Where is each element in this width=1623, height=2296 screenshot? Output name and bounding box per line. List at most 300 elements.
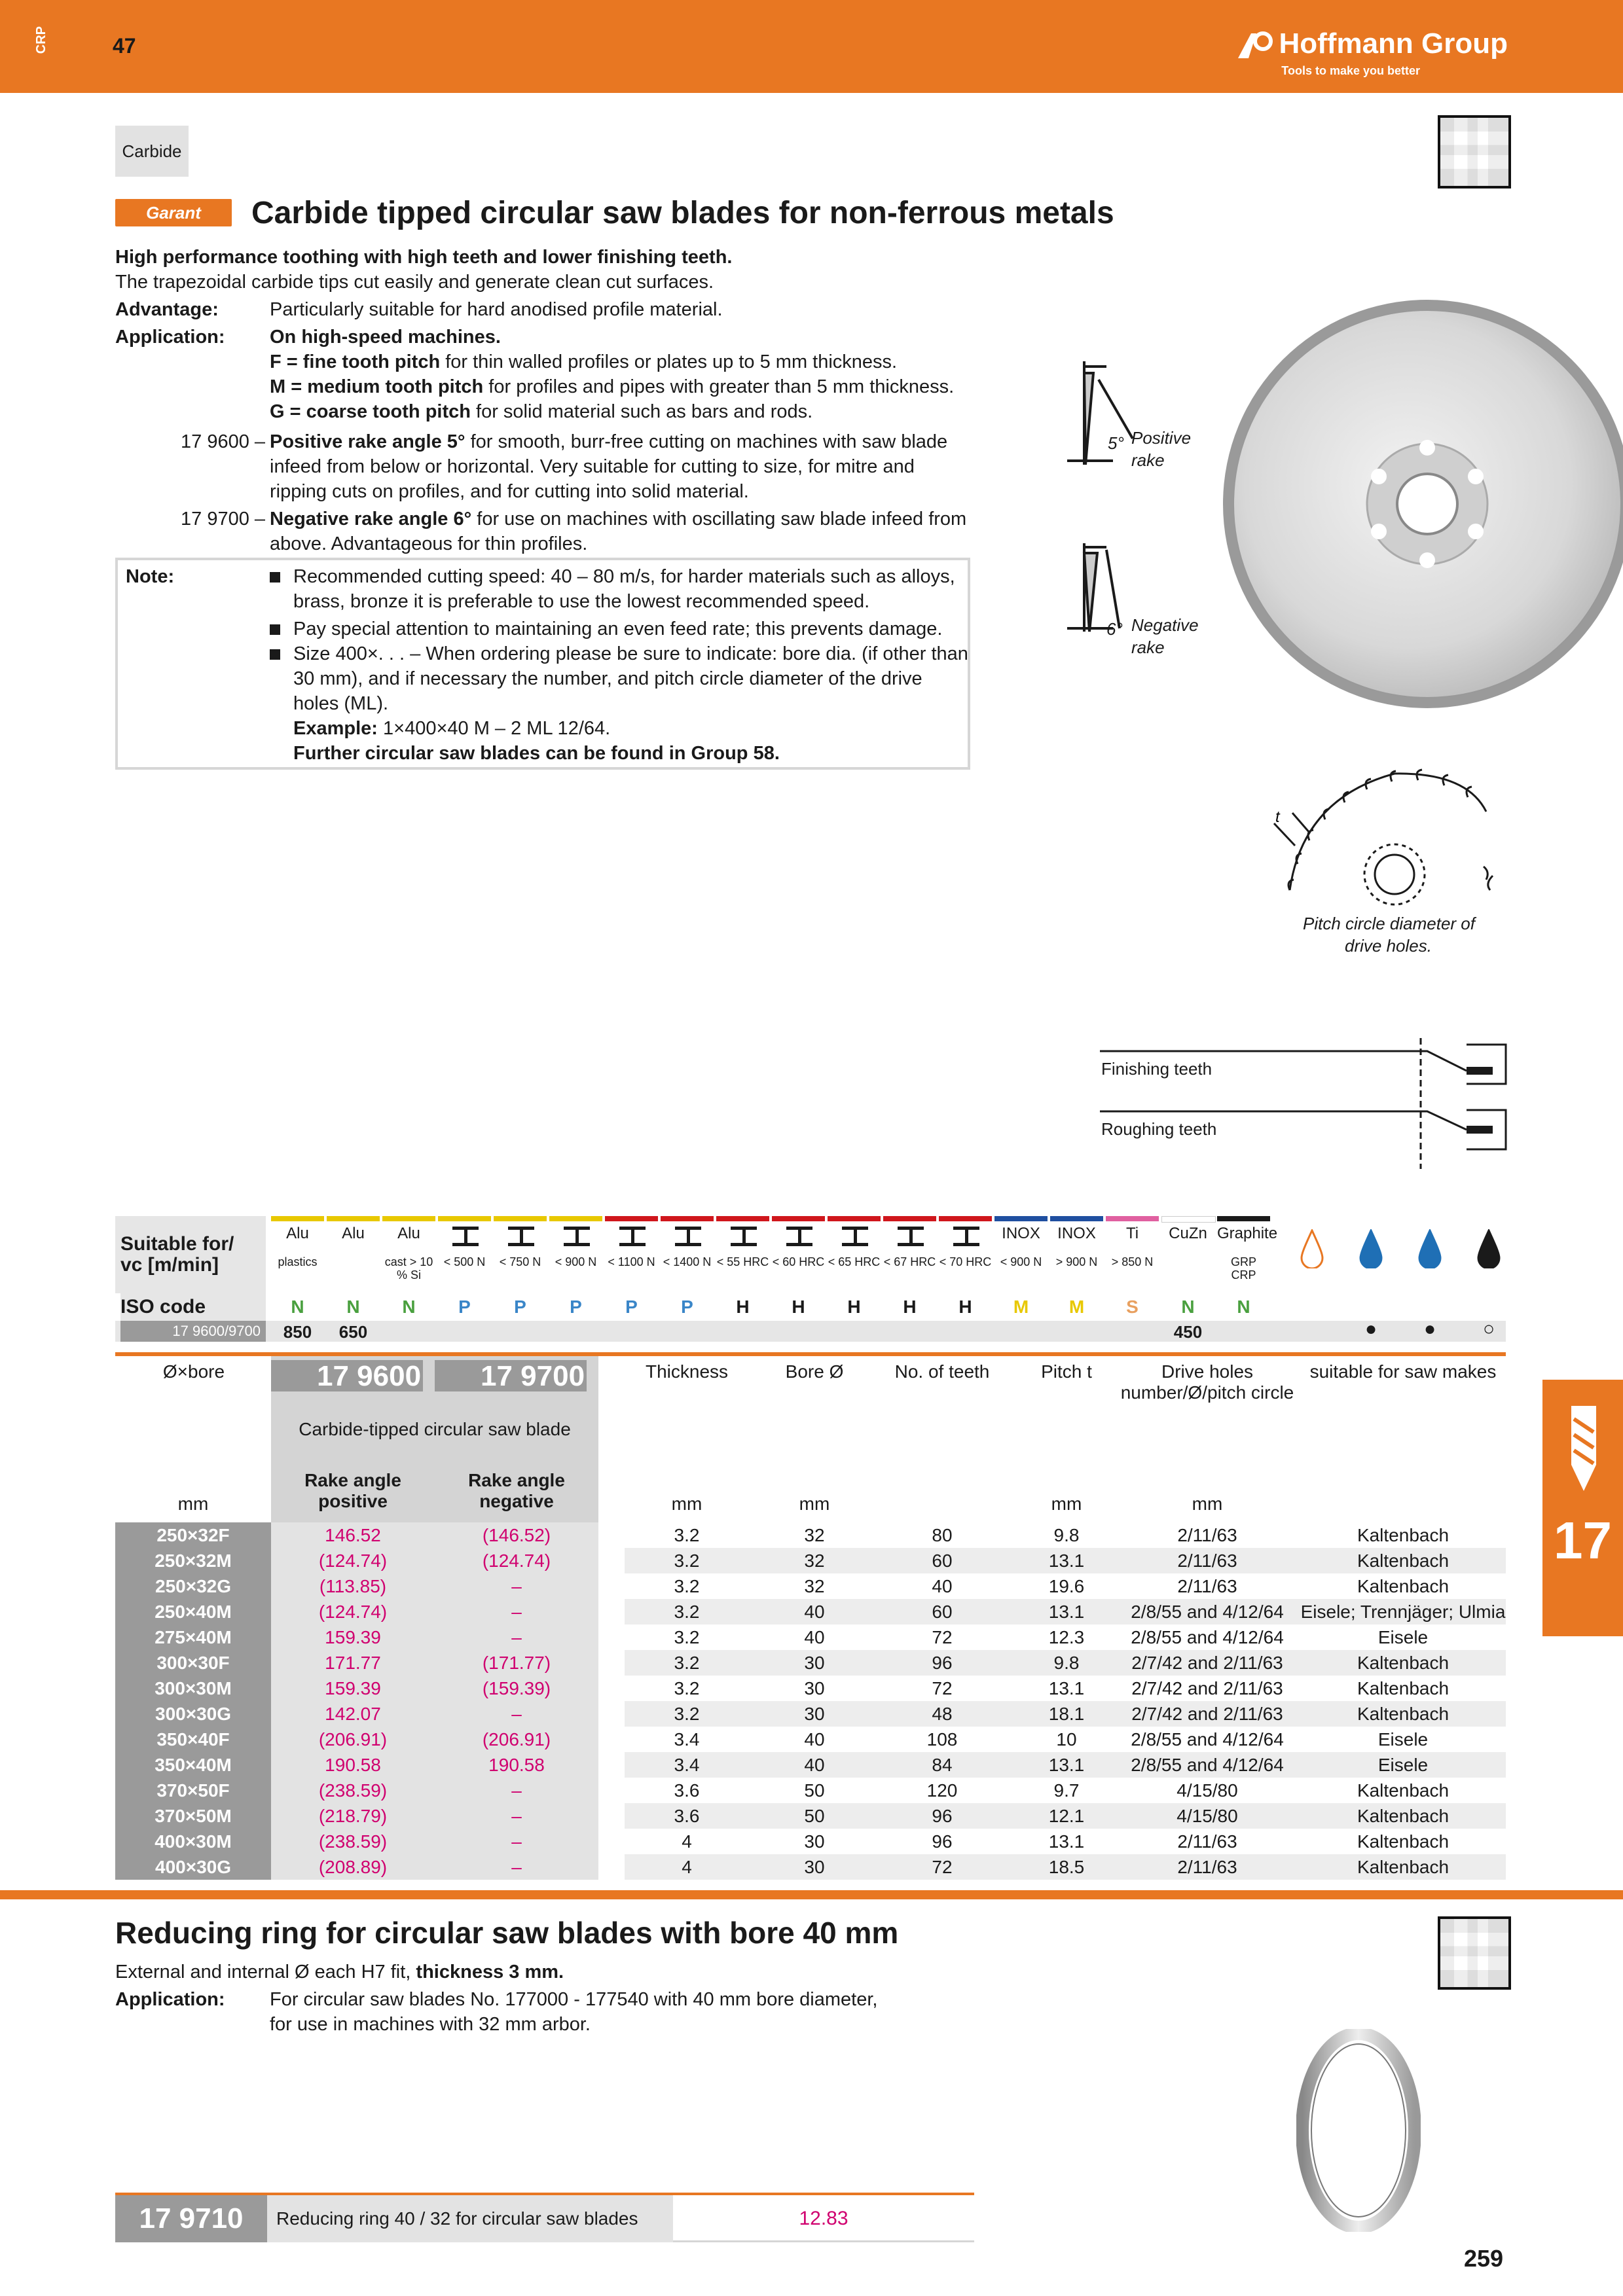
table-row[interactable] <box>115 1778 1506 1803</box>
cell-neg: (159.39) <box>435 1676 598 1701</box>
cell-size: 250×32M <box>115 1548 271 1573</box>
cell-th: 3.4 <box>674 1729 700 1749</box>
cell-pitch: 9.8 <box>1053 1525 1080 1545</box>
category-tab[interactable]: Carbide <box>115 126 189 177</box>
steel-beam-icon <box>731 1227 757 1246</box>
brand-logo <box>1237 27 1508 60</box>
material-top: Alu <box>286 1225 309 1242</box>
cell-teeth: 80 <box>932 1525 953 1545</box>
cell-drive: 4/15/80 <box>1176 1780 1238 1801</box>
table-row[interactable] <box>115 1752 1506 1778</box>
cell-make: Kaltenbach <box>1357 1576 1450 1596</box>
unit-mm: mm <box>799 1494 830 1514</box>
drill-icon <box>1569 1406 1599 1491</box>
material-column <box>716 1216 769 1342</box>
material-color-bar <box>939 1216 992 1221</box>
material-top: Alu <box>342 1225 365 1242</box>
note-3-line3: holes (ML). <box>293 693 389 714</box>
iso-code: P <box>625 1297 638 1317</box>
cell-pitch: 19.6 <box>1048 1576 1085 1596</box>
iso-code: N <box>346 1297 360 1317</box>
section-number: 17 <box>1554 1511 1612 1570</box>
cell-size: 400×30M <box>115 1829 271 1854</box>
cell-teeth: 96 <box>880 1803 1004 1829</box>
cell-teeth: 72 <box>932 1627 953 1647</box>
material-column <box>605 1216 658 1342</box>
cell-pitch: 18.1 <box>1004 1701 1129 1727</box>
col-drive-1: Drive holes <box>1161 1361 1254 1382</box>
ring-article-description: Reducing ring 40 / 32 for circular saw blades <box>267 2195 673 2242</box>
material-color-bar <box>494 1216 547 1221</box>
cell-neg: – <box>435 1624 598 1650</box>
brand-name: Hoffmann Group <box>1279 27 1508 60</box>
material-color-bar <box>1050 1216 1103 1221</box>
cell-neg: – <box>435 1803 598 1829</box>
variant1-line3: ripping cuts on profiles, and for cutting into solid material. <box>270 481 749 502</box>
note-1-line1: Recommended cutting speed: 40 – 80 m/s, for harder materials such as alloys, <box>270 564 955 589</box>
table-row[interactable] <box>115 1829 1506 1854</box>
iso-code: H <box>847 1297 861 1317</box>
cell-drive: 2/8/55 and 4/12/64 <box>1131 1729 1284 1749</box>
cell-pos: 142.07 <box>271 1701 435 1727</box>
material-top: Graphite <box>1217 1225 1278 1242</box>
steel-beam-icon <box>564 1227 590 1246</box>
cell-pitch: 10 <box>1056 1729 1077 1749</box>
cell-make: Kaltenbach <box>1357 1831 1450 1852</box>
cell-pitch: 18.5 <box>1004 1854 1129 1880</box>
suitable-label-2: vc [m/min] <box>120 1254 219 1276</box>
cell-th: 3.2 <box>674 1576 700 1596</box>
cell-drive: 2/7/42 and 2/11/63 <box>1129 1701 1286 1727</box>
cell-bore: 32 <box>749 1548 880 1573</box>
cell-drive: 2/11/63 <box>1129 1548 1286 1573</box>
cell-pos: 146.52 <box>271 1522 435 1548</box>
cell-teeth: 60 <box>880 1548 1004 1573</box>
cell-pos: (208.89) <box>271 1854 435 1880</box>
cell-bore: 32 <box>804 1576 825 1596</box>
positive-angle-label: 5° <box>1108 433 1124 453</box>
variant1-line2: infeed from below or horizontal. Very suitable for cutting to size, for mitre and <box>270 456 915 477</box>
article-17-9700[interactable]: 17 9700 <box>481 1360 585 1392</box>
section-divider <box>0 1890 1623 1899</box>
header-page-number: 47 <box>113 34 136 58</box>
material-column <box>327 1216 380 1342</box>
cell-th: 4 <box>625 1854 749 1880</box>
table-row[interactable] <box>115 1522 1506 1548</box>
garant-logo: Garant <box>115 199 232 226</box>
table-header <box>115 1352 1506 1522</box>
cell-bore: 30 <box>749 1650 880 1676</box>
unit-mm: mm <box>671 1494 702 1514</box>
variant2-line2: above. Advantageous for thin profiles. <box>270 533 588 554</box>
iso-code: H <box>903 1297 917 1317</box>
cell-th: 3.6 <box>625 1803 749 1829</box>
cell-pos: 159.39 <box>271 1676 435 1701</box>
cell-neg: – <box>435 1599 598 1624</box>
cell-bore: 30 <box>804 1831 825 1852</box>
cell-th: 3.6 <box>674 1780 700 1801</box>
material-column <box>1050 1216 1103 1342</box>
cell-neg: (146.52) <box>435 1522 598 1548</box>
table-row[interactable] <box>115 1650 1506 1676</box>
reducing-ring-image <box>1296 2029 1421 2232</box>
material-color-bar <box>438 1216 491 1221</box>
steel-beam-icon <box>508 1227 534 1246</box>
page-number: 259 <box>1464 2245 1504 2272</box>
cell-pos: 171.77 <box>271 1650 435 1676</box>
application-text: On high-speed machines. <box>270 327 501 348</box>
material-sub: < 55 HRC <box>716 1255 769 1268</box>
advantage-text: Particularly suitable for hard anodised profile material. <box>270 299 723 320</box>
material-column <box>939 1216 992 1342</box>
cell-size: 250×32F <box>115 1522 271 1548</box>
cell-pitch: 13.1 <box>1004 1599 1129 1624</box>
pitch-m: M = medium tooth pitch for profiles and pipes with greater than 5 mm thickness. <box>270 376 955 397</box>
brand-tagline: Tools to make you better <box>1281 64 1420 77</box>
steel-beam-icon <box>619 1227 646 1246</box>
col-pitch: Pitch t <box>1041 1361 1092 1382</box>
pitch-circle-diagram <box>1264 759 1499 910</box>
material-sub: < 900 N <box>555 1255 597 1268</box>
cell-make: Kaltenbach <box>1357 1780 1450 1801</box>
ring-article-number[interactable]: 17 9710 <box>115 2195 267 2242</box>
cell-pos: 190.58 <box>271 1752 435 1778</box>
steel-beam-icon <box>786 1227 812 1246</box>
cell-drive: 2/8/55 and 4/12/64 <box>1129 1599 1286 1624</box>
negative-angle-label: 6° <box>1106 619 1123 639</box>
intro-text: The trapezoidal carbide tips cut easily and generate clean cut surfaces. <box>115 272 714 293</box>
cell-th: 3.4 <box>625 1752 749 1778</box>
cell-pos: 159.39 <box>271 1624 435 1650</box>
material-top: Alu <box>397 1225 420 1242</box>
cell-bore: 50 <box>749 1803 880 1829</box>
iso-code: P <box>458 1297 471 1317</box>
cell-neg: (124.74) <box>435 1548 598 1573</box>
material-column <box>772 1216 825 1342</box>
cell-drive: 2/7/42 and 2/11/63 <box>1129 1650 1286 1676</box>
article-description: Carbide-tipped circular saw blade <box>299 1419 571 1439</box>
unit-mm: mm <box>1051 1494 1082 1514</box>
iso-code: P <box>514 1297 526 1317</box>
cell-make: Eisele; Trennjäger; Ulmia <box>1300 1599 1506 1624</box>
material-color-bar <box>661 1216 714 1221</box>
cell-drive: 2/8/55 and 4/12/64 <box>1131 1627 1284 1647</box>
cell-size: 300×30G <box>115 1701 271 1727</box>
cell-th: 3.2 <box>674 1525 700 1545</box>
cell-make: Kaltenbach <box>1357 1525 1450 1545</box>
cell-size: 300×30F <box>115 1650 271 1676</box>
cell-drive: 2/11/63 <box>1177 1831 1237 1852</box>
cell-neg: – <box>435 1778 598 1803</box>
coolant-column <box>1286 1216 1338 1342</box>
note-2: Pay special attention to maintaining an even feed rate; this prevents damage. <box>270 617 942 641</box>
col-drive-2: number/Ø/pitch circle <box>1120 1382 1294 1403</box>
note-label: Note: <box>126 566 175 587</box>
cell-pitch: 9.7 <box>1053 1780 1080 1801</box>
table-row[interactable] <box>115 1727 1506 1752</box>
material-color-bar <box>994 1216 1048 1221</box>
col-teeth: No. of teeth <box>894 1361 990 1382</box>
iso-code: M <box>1013 1297 1029 1317</box>
cell-bore: 40 <box>749 1599 880 1624</box>
material-top: CuZn <box>1169 1225 1207 1242</box>
col-make: suitable for saw makes <box>1309 1361 1497 1382</box>
iso-code: N <box>1181 1297 1195 1317</box>
table-row[interactable] <box>115 1599 1506 1624</box>
table-row[interactable] <box>115 1854 1506 1880</box>
cell-bore: 32 <box>804 1525 825 1545</box>
cell-neg: – <box>435 1573 598 1599</box>
material-color-bar <box>772 1216 825 1221</box>
cell-bore: 40 <box>804 1729 825 1749</box>
material-color-bar <box>605 1216 658 1221</box>
rake-angle-diagrams <box>1048 353 1205 641</box>
material-sub: < 1100 N <box>608 1255 655 1268</box>
cell-neg: 190.58 <box>435 1752 598 1778</box>
cell-th: 3.2 <box>625 1599 749 1624</box>
cell-drive: 2/8/55 and 4/12/64 <box>1129 1752 1286 1778</box>
section-side-tab[interactable] <box>1542 1380 1623 1636</box>
col-bore: Bore Ø <box>785 1361 844 1382</box>
material-sub: > 900 N <box>1055 1255 1098 1268</box>
iso-code: N <box>1237 1297 1250 1317</box>
bullet-icon <box>270 649 280 660</box>
cell-pos: (238.59) <box>271 1778 435 1803</box>
cell-neg: (171.77) <box>435 1650 598 1676</box>
material-column <box>1217 1216 1278 1342</box>
cell-pitch: 13.1 <box>1048 1678 1085 1698</box>
coolant-mark: ○ <box>1482 1318 1495 1340</box>
material-column <box>382 1216 435 1342</box>
coolant-column <box>1345 1216 1397 1342</box>
cell-make: Kaltenbach <box>1300 1701 1506 1727</box>
material-color-bar <box>549 1216 602 1221</box>
cell-neg: – <box>435 1854 598 1880</box>
steel-beam-icon <box>452 1227 479 1246</box>
cell-teeth: 60 <box>880 1599 1004 1624</box>
cell-pitch: 13.1 <box>1004 1752 1129 1778</box>
coolant-mark: ● <box>1423 1318 1436 1340</box>
cell-drive: 2/7/42 and 2/11/63 <box>1131 1678 1283 1698</box>
cell-pos: (124.74) <box>271 1599 435 1624</box>
steel-beam-icon <box>842 1227 868 1246</box>
ring-spec: External and internal Ø each H7 fit, thickness 3 mm. <box>115 1962 564 1982</box>
iso-code: H <box>792 1297 805 1317</box>
cell-bore: 30 <box>749 1701 880 1727</box>
further-note: Further circular saw blades can be found in Group 58. <box>293 743 780 764</box>
ring-price: 12.83 <box>673 2195 974 2242</box>
ring-application-2: for use in machines with 32 mm arbor. <box>270 2014 591 2035</box>
cell-size: 300×30M <box>115 1676 271 1701</box>
rake-positive-2: positive <box>318 1491 388 1511</box>
subtitle: High performance toothing with high teeth and lower finishing teeth. <box>115 247 733 268</box>
qr-code-icon[interactable] <box>1438 1916 1511 1990</box>
cell-size: 250×40M <box>115 1599 271 1624</box>
cell-teeth: 108 <box>926 1729 958 1749</box>
article-17-9600[interactable]: 17 9600 <box>317 1360 422 1392</box>
advantage-label: Advantage: <box>115 299 219 320</box>
cell-bore: 40 <box>749 1752 880 1778</box>
cell-make: Eisele <box>1300 1752 1506 1778</box>
table-row[interactable] <box>115 1573 1506 1599</box>
note-1-line2: brass, bronze it is preferable to use the lowest recommended speed. <box>293 591 870 612</box>
steel-beam-icon <box>675 1227 701 1246</box>
coolant-drop-icon <box>1476 1229 1502 1268</box>
cell-th: 3.2 <box>674 1678 700 1698</box>
cell-bore: 50 <box>804 1780 825 1801</box>
cell-drive: 2/11/63 <box>1177 1525 1237 1545</box>
cell-bore: 30 <box>749 1854 880 1880</box>
material-column <box>828 1216 881 1342</box>
material-color-bar <box>716 1216 769 1221</box>
qr-code-icon[interactable] <box>1438 115 1511 188</box>
cell-pos: (124.74) <box>271 1548 435 1573</box>
cell-size: 370×50F <box>115 1778 271 1803</box>
cell-size: 275×40M <box>115 1624 271 1650</box>
iso-code: H <box>736 1297 750 1317</box>
material-sub: cast > 10 % Si <box>384 1255 433 1282</box>
page-title: Carbide tipped circular saw blades for non-ferrous metals <box>251 196 1114 230</box>
material-sub: GRP CRP <box>1230 1255 1256 1282</box>
material-sub: < 70 HRC <box>939 1255 992 1268</box>
table-row[interactable] <box>115 1803 1506 1829</box>
cell-pitch: 9.8 <box>1004 1650 1129 1676</box>
cell-teeth: 96 <box>880 1650 1004 1676</box>
cell-make: Kaltenbach <box>1357 1678 1450 1698</box>
material-sub: < 1400 N <box>663 1255 712 1268</box>
material-sub: > 850 N <box>1111 1255 1154 1268</box>
example: Example: 1×400×40 M – 2 ML 12/64. <box>293 718 611 739</box>
col-size: Ø×bore <box>162 1361 225 1382</box>
cell-teeth: 96 <box>932 1831 953 1852</box>
material-column <box>271 1216 324 1342</box>
bullet-icon <box>270 572 280 583</box>
steel-beam-icon <box>898 1227 924 1246</box>
iso-code: H <box>958 1297 972 1317</box>
material-sub: < 60 HRC <box>772 1255 825 1268</box>
iso-code: S <box>1126 1297 1139 1317</box>
application-label: Application: <box>115 327 225 348</box>
cell-pitch: 13.1 <box>1048 1831 1085 1852</box>
cell-teeth: 72 <box>880 1854 1004 1880</box>
cell-th: 3.2 <box>625 1650 749 1676</box>
cell-make: Eisele <box>1377 1729 1429 1749</box>
variant1-number: 17 9600 – <box>181 431 266 452</box>
pitch-caption-line1: Pitch circle diameter of <box>1303 914 1475 933</box>
cell-pos: (206.91) <box>271 1727 435 1752</box>
ring-application-label: Application: <box>115 1989 225 2010</box>
cell-size: 370×50M <box>115 1803 271 1829</box>
cell-size: 350×40F <box>115 1727 271 1752</box>
cell-teeth: 72 <box>932 1678 953 1698</box>
side-tag: CRP <box>34 26 48 54</box>
unit-mm: mm <box>1192 1494 1223 1514</box>
finishing-teeth-label: Finishing teeth <box>1101 1059 1213 1079</box>
cell-neg: (206.91) <box>435 1727 598 1752</box>
pitch-t-label: t <box>1275 808 1280 826</box>
cell-pos: (218.79) <box>271 1803 435 1829</box>
cell-bore: 30 <box>804 1678 825 1698</box>
coolant-drop-icon <box>1358 1229 1384 1268</box>
cell-pitch: 12.1 <box>1004 1803 1129 1829</box>
note-3-line2: 30 mm), and if necessary the number, and pitch circle diameter of the drive <box>293 668 922 689</box>
cell-teeth: 48 <box>880 1701 1004 1727</box>
table-row[interactable] <box>115 1701 1506 1727</box>
material-sub: < 67 HRC <box>883 1255 936 1268</box>
table-row[interactable] <box>115 1624 1506 1650</box>
suitable-label-1: Suitable for/ <box>120 1233 234 1255</box>
table-row[interactable] <box>115 1676 1506 1701</box>
steel-beam-icon <box>953 1227 979 1246</box>
material-column <box>661 1216 714 1342</box>
cell-teeth: 40 <box>932 1576 953 1596</box>
positive-rake-label: Positive rake <box>1131 428 1192 470</box>
material-column <box>1161 1216 1214 1342</box>
coolant-mark: ● <box>1364 1318 1377 1340</box>
material-column <box>1106 1216 1159 1342</box>
cutting-speed: 650 <box>338 1322 368 1342</box>
unit-mm: mm <box>177 1494 209 1514</box>
table-row[interactable] <box>115 1548 1506 1573</box>
cell-drive: 2/11/63 <box>1129 1854 1286 1880</box>
iso-code: P <box>570 1297 582 1317</box>
cell-th: 3.2 <box>625 1548 749 1573</box>
iso-code: N <box>402 1297 416 1317</box>
ring-title: Reducing ring for circular saw blades with bore 40 mm <box>115 1916 899 1950</box>
cell-make: Kaltenbach <box>1300 1650 1506 1676</box>
material-color-bar <box>1217 1216 1270 1221</box>
reference-label: 17 9600/9700 <box>120 1321 266 1342</box>
cell-th: 3.2 <box>625 1701 749 1727</box>
rake-negative-1: Rake angle <box>468 1470 565 1490</box>
material-color-bar <box>271 1216 324 1221</box>
cell-teeth: 84 <box>880 1752 1004 1778</box>
rake-negative-2: negative <box>479 1491 554 1511</box>
cell-make: Kaltenbach <box>1300 1548 1506 1573</box>
cutting-speed: 850 <box>283 1322 312 1342</box>
pitch-caption-line2: drive holes. <box>1345 936 1432 956</box>
material-top: INOX <box>1002 1225 1040 1242</box>
material-sub: < 65 HRC <box>828 1255 881 1268</box>
rake-positive-1: Rake angle <box>304 1470 401 1490</box>
material-sub: < 900 N <box>1000 1255 1042 1268</box>
cell-drive: 4/15/80 <box>1129 1803 1286 1829</box>
material-color-bar <box>1106 1216 1159 1221</box>
material-color-bar <box>828 1216 881 1221</box>
cell-make: Kaltenbach <box>1300 1803 1506 1829</box>
ring-application-1: For circular saw blades No. 177000 - 177540 with 40 mm bore diameter, <box>270 1989 878 2010</box>
cell-pitch: 12.3 <box>1048 1627 1085 1647</box>
cell-neg: – <box>435 1829 598 1854</box>
pitch-g: G = coarse tooth pitch for solid material such as bars and rods. <box>270 401 813 422</box>
cell-pos: (238.59) <box>271 1829 435 1854</box>
saw-blade-image <box>1218 229 1623 779</box>
material-sub: < 500 N <box>443 1255 486 1268</box>
variant1-line1: Positive rake angle 5° for smooth, burr-free cutting on machines with saw blade <box>270 431 948 452</box>
variant2-number: 17 9700 – <box>181 509 266 529</box>
roughing-teeth-label: Roughing teeth <box>1101 1119 1217 1139</box>
material-color-bar <box>1161 1216 1216 1223</box>
cell-size: 400×30G <box>115 1854 271 1880</box>
coolant-drop-icon <box>1299 1229 1325 1268</box>
coolant-column <box>1404 1216 1456 1342</box>
cell-pitch: 13.1 <box>1004 1548 1129 1573</box>
material-sub: < 750 N <box>499 1255 541 1268</box>
ring-article-row[interactable] <box>115 2195 974 2242</box>
bullet-icon <box>270 624 280 635</box>
iso-code: M <box>1068 1297 1085 1317</box>
cell-th: 4 <box>682 1831 692 1852</box>
